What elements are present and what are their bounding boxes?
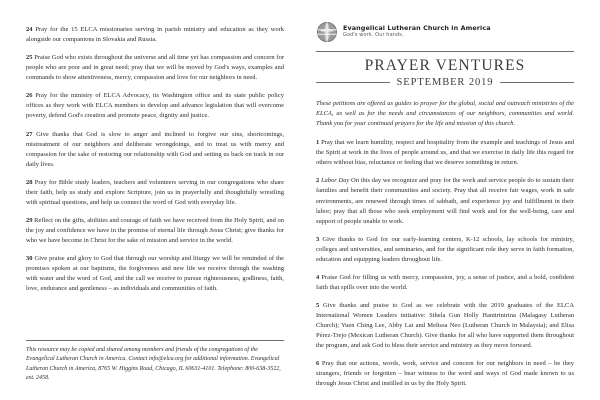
subtitle-row	[316, 78, 574, 89]
prayer-entry	[316, 273, 574, 293]
prayer-entry	[26, 254, 284, 294]
prayer-entry	[26, 91, 284, 121]
entry-text: Praise God for filling us with mercy, compassion, joy, a sense of justice, and a bold, confident faith that spills over into the world.	[316, 273, 574, 291]
entry-text: Pray for Bible study leaders, teachers and volunteers serving in our congregations who share their faith, help us study and explore Scripture, join us in prayerfully and thoughtfully wrestling with spiritual questions, and help us connect the word of God with everyday life.	[26, 178, 285, 206]
entry-number: 30	[26, 255, 33, 263]
prayer-entry	[316, 359, 574, 389]
title-top-divider	[316, 51, 574, 52]
entry-number: 26	[26, 92, 33, 100]
entry-number: 5	[316, 302, 320, 309]
subtitle-rule-left	[316, 82, 390, 83]
subtitle-rule-right	[500, 82, 574, 83]
entry-number: 27	[26, 130, 33, 138]
entry-number: 1	[316, 139, 320, 147]
organization-name: Evangelical Lutheran Church in America	[343, 24, 491, 33]
intro-paragraph: These petitions are offered as guides to prayer for the global, social and outreach ministries of the ELCA, as well as for the needs and circumstances of our neighbors, communities and world. Thank you for your continued prayers for the life and mission of this church.	[316, 100, 574, 128]
entry-text: Pray that we learn humility, respect and hospitality from the example and teachings of Jesus and the Spirit at work in the lives of people around us, and that we exercise in daily life this regard for others without bias, reluctance or feeling that we deserve something in return.	[316, 139, 574, 167]
left-column-entries	[26, 0, 284, 294]
entry-number: 4	[316, 273, 320, 281]
right-column-entries	[316, 138, 574, 389]
prayer-entry	[316, 138, 574, 168]
entry-number: 28	[26, 178, 33, 186]
prayer-entry	[26, 130, 284, 170]
entry-number: 2	[316, 177, 320, 185]
entry-text: Give thanks to God for our early-learning centers, K-12 schools, lay schools for ministry, colleges and universities, and seminaries, and for the significant role they serve in faith formation, education and equipping leaders throughout life.	[316, 235, 574, 263]
entry-text: Praise God who exists throughout the universe and all time yet has compassion and concern for people who are poor and in great need; pray that we will be moved by God's ways, examples and commands to show attentiveness, mercy, compassion and love for our neighbors in need.	[26, 54, 284, 82]
entry-text: Reflect on the gifts, abilities and courage of faith we have received from the Holy Spirit, and on the joy and confidence we have in the promise of eternal life through Jesus Christ; give thanks for who we have become in Christ for the sake of mission and service in the world.	[26, 216, 284, 245]
entry-text: On this day we recognize and pray for the work and service people do to sustain their families and benefit their communities and society. Pray that all receive fair wages, work in safe environments, are renewed through times of sabbath, and experience joy and fulfillment in their labor; pray that all those who seek employment will find work and for the well-being, care and support of people unable to work.	[316, 177, 575, 225]
elca-cross-globe-logo-icon	[316, 21, 338, 43]
left-column	[26, 0, 284, 400]
page-title: PRAYER VENTURES	[364, 57, 526, 74]
prayer-entry	[316, 176, 574, 226]
prayer-entry	[26, 25, 284, 45]
entry-number: 24	[26, 26, 33, 33]
entry-number: 6	[316, 360, 320, 368]
page-subtitle: SEPTEMBER 2019	[396, 76, 494, 88]
entry-number: 25	[26, 54, 33, 62]
masthead	[316, 0, 574, 43]
footer-note	[26, 340, 284, 384]
footer-text: This resource may be copied and shared among members and friends of the congregations of the Evangelical Lutheran Church in America. Contact info@elca.org for additional information. Evangelical Lutheran Church in America, 8765 W. Higgins Road, Chicago, IL 60631-4101. Telephone: 800-638-3522, ext. 2458.	[26, 346, 281, 382]
entry-number: 3	[316, 235, 320, 243]
entry-text: Pray that our actions, words, work, service and concern for our neighbors in need – be they strangers, friends or forgotten – bear witness to the word and ways of God made known to us through Jesus Christ and instilled in us by the Holy Spirit.	[316, 360, 575, 388]
prayer-entry	[26, 53, 284, 83]
right-column	[316, 0, 574, 400]
organization-tagline: God's work. Our hands.	[343, 32, 404, 39]
footer-divider	[26, 340, 284, 341]
prayer-entry	[26, 216, 284, 246]
entry-number: 29	[26, 216, 33, 224]
prayer-entry	[316, 301, 574, 351]
prayer-entry	[316, 235, 574, 265]
entry-text: Pray for the 15 ELCA missionaries serving in parish ministry and education as they work alongside our companions in Slovakia and Russia.	[26, 26, 285, 44]
prayer-entry	[26, 178, 284, 208]
entry-text: Give thanks and praise to God as we celebrate with the 2019 graduates of the ELCA International Women Leaders initiative: Sthela Gun Holly Hanitrinirina (Malagasy Lutheran Church); Yuen Ching Lee, Abby Lai and Melissa Neo (Lutheran Church in Malaysia); and Elisa Pérez-Trejo (Mexican Lutheran Church). Give thanks for all who have supported them throughout the program, and ask God to bless their service and ministry as they move forward.	[316, 302, 575, 350]
entry-text: Pray for the ministry of ELCA Advocacy, its Washington office and its state public policy offices as they work with ELCA members to develop and advance legislation that will overcome poverty, defend God's creation and promote peace, dignity and justice.	[26, 92, 285, 120]
entry-text: Give thanks that God is slow to anger and inclined to forgive our sins, shortcomings, mistreatment of our neighbors and deliberate wrongdoings, and to treat us with mercy and compassion for the sake of restoring our relationship with God and setting us back on track in our daily lives.	[26, 130, 284, 168]
entry-text: Give praise and glory to God that through our worship and liturgy we will be reminded of the promises spoken at our baptisms, the forgiveness and new life we receive through the washing with water and the word of God, and the call we receive to pursue righteousness, godliness, faith, love, endurance and gentleness – as individuals and communities of faith.	[26, 255, 285, 293]
masthead-text	[343, 25, 491, 38]
entry-observance: Labor Day	[320, 177, 350, 185]
